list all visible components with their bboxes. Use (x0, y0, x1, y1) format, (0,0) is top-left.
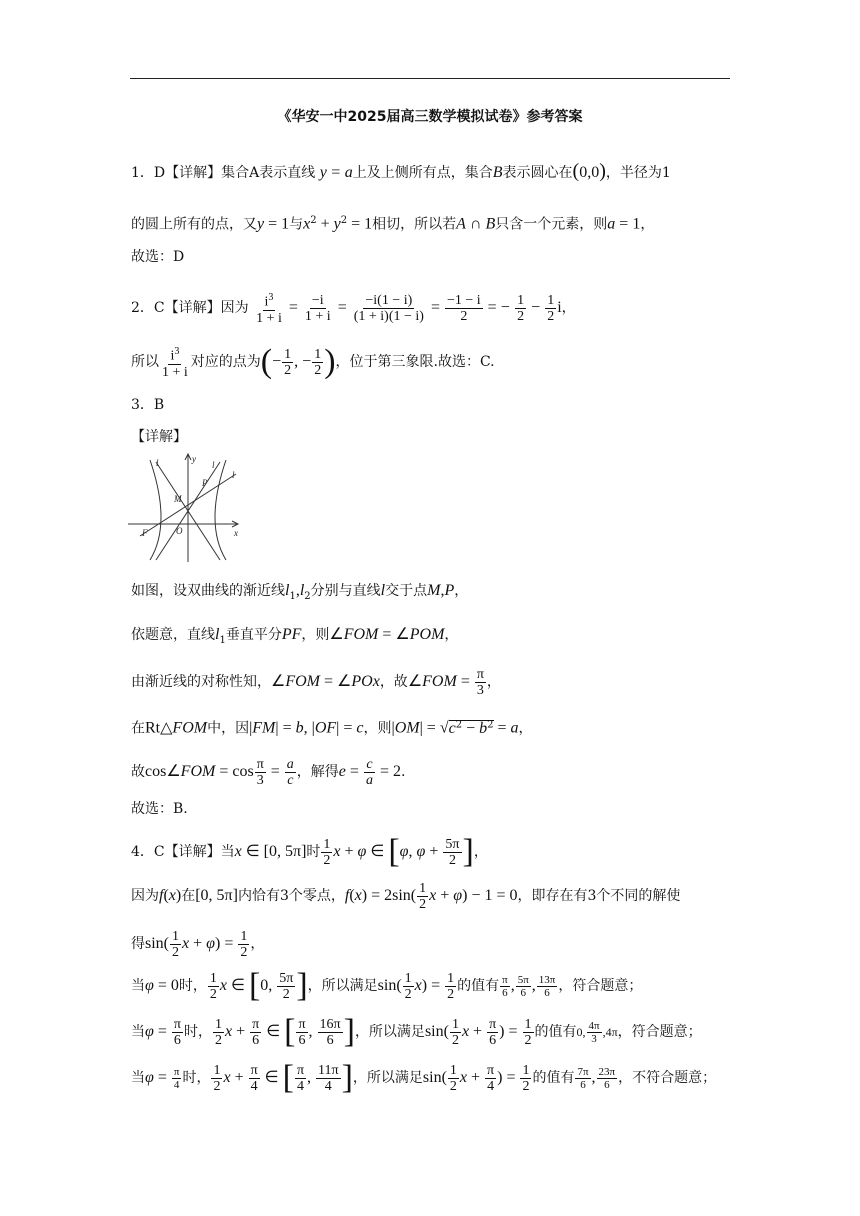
hyperbola-right-branch (215, 460, 226, 560)
q4-line2: 因为f(x)在[0, 5π]内恰有3个零点，f(x) = 2sin( $\frac{1}{2}$ x + φ) − 1 = 0，即存在有3个不同的解使 (131, 880, 681, 912)
q3-line2: 依题意，直线$l_1$垂直平分PF，则∠FOM = ∠POM， (131, 626, 459, 646)
label-l2: l (212, 460, 215, 470)
q1-answer: 故选：D (131, 249, 185, 265)
q4-line1: 4．C【详解】当x ∈ [0, 5π]时 $\frac{1}{2}$ x + φ ∈ [φ, φ + $\frac{5\pi}{2}$ ]， (131, 833, 488, 870)
label-l1: l (156, 458, 159, 468)
q4-case2: 当φ = $\frac{\pi}{6}$ 时， $\frac{1}{2}$ x + $\frac{\pi}{6}$ ∈ [ $\frac{\pi}{6}$ , $\frac{16\pi}{6}$ ]，所以满足sin( $\frac{1}{2}$ x + $\frac{\pi}{6}$ ) = $\frac{1}{2}$ 的值有0, $\frac{4\pi}{3}$ ,4π，符合题意； (131, 1013, 702, 1050)
q4-case1: 当φ = 0时， $\frac{1}{2}$ x ∈ [0, $\frac{5\pi}{2}$ ]，所以满足sin( $\frac{1}{2}$ x) = $\frac{1}{2}$ 的值有 $\frac{\pi}{6}$ , $\frac{5\pi}{6}$ , $\frac{13\pi}{6}$ ，符合题意； (131, 967, 643, 1004)
hyperbola-left-branch (150, 460, 161, 560)
label-F: F (142, 528, 148, 538)
page-title: 《华安一中2025届高三数学模拟试卷》参考答案 (277, 109, 583, 125)
q4-line3: 得sin( $\frac{1}{2}$ x + φ) = $\frac{1}{2}$ ， (131, 928, 265, 960)
q3-line5: 故cos∠FOM = cos $\frac{\pi}{3}$ = $\frac{a}{c}$ ，解得e = $\frac{c}{a}$ = 2. (131, 756, 406, 788)
q4-case3: 当φ = $\frac{\pi}{4}$ 时， $\frac{1}{2}$ x + $\frac{\pi}{4}$ ∈ [ $\frac{\pi}{4}$ , $\frac{11\pi}{4}$ ]，所以满足sin( $\frac{1}{2}$ x + $\frac{\pi}{4}$ ) = $\frac{1}{2}$ 的值有 $\frac{7\pi}{6}$ , $\frac{23\pi}{6}$ ，不符合题意； (131, 1059, 717, 1096)
q3-answer: 故选：B. (131, 801, 188, 817)
q3-line1: 如图，设双曲线的渐近线$l_1,l_2$分别与直线l交于点M,P， (131, 582, 469, 602)
q1-line1: 1．D【详解】集合A表示直线 y = a上及上侧所有点，集合B表示圆心在(0,0)，半径为1 (131, 160, 671, 182)
q3-detail-label: 【详解】 (131, 429, 187, 445)
header-rule (130, 78, 730, 79)
q3-line4: 在Rt△FOM中，因|FM| = b, |OF| = c，则$|OM| = √c^2 - b^2 = a$， (131, 719, 533, 737)
q2-line1: 2．C【详解】因为 $\frac{i^3}{1 + i}$ = $\frac{-i}{1 + i}$ = $\frac{-i(1 - i)}{(1 + i)(1 - i)}$ = $\frac{-1 - i}{2}$ = − $\frac{1}{2}$ − $\frac{1}{2}$ i， (131, 292, 576, 326)
label-M: M (174, 494, 182, 504)
label-P: P (202, 478, 208, 488)
hyperbola-figure (128, 452, 244, 564)
label-l: l (232, 470, 235, 480)
q3-line3: 由渐近线的对称性知，∠FOM = ∠POx，故∠FOM = $\frac{\pi}{3}$ ， (131, 666, 501, 698)
label-x: x (234, 528, 238, 538)
q1-line2: 的圆上所有的点，又y = 1与$x^2 + y^2 = 1$相切，所以若A ∩ B只含一个元素，则a = 1， (131, 215, 655, 233)
q2-line2: 所以 $\frac{i^3}{1 + i}$ 对应的点为(− $\frac{1}{2}$ , − $\frac{1}{2}$ )，位于第三象限.故选：C. (131, 343, 495, 380)
label-y: y (192, 454, 196, 464)
label-O: O (176, 526, 183, 536)
q3-answer-head: 3．B (131, 397, 165, 413)
